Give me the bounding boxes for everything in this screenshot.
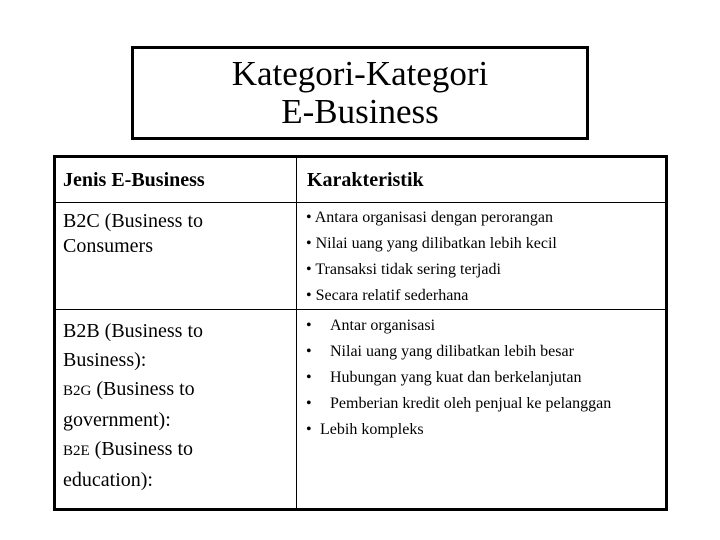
- header-karakteristik: Karakteristik: [297, 157, 667, 203]
- bullet-glyph: •: [306, 369, 312, 386]
- bullet-glyph: •: [306, 421, 312, 438]
- type-b2g-text: (Business to government):: [63, 378, 195, 431]
- list-item: [306, 365, 665, 391]
- list-item: [306, 313, 665, 339]
- list-item: • Antara organisasi dengan perorangan: [306, 209, 553, 226]
- b2b-type-labels: [63, 317, 263, 495]
- type-b2b-text: B2B (Business to Business):: [63, 320, 204, 371]
- list-item: [306, 391, 665, 417]
- list-item-text: Hubungan yang kuat dan berkelanjutan: [330, 369, 582, 386]
- type-b2e-text: (Business to education):: [63, 438, 194, 491]
- b2b-characteristics-list: [304, 313, 665, 443]
- slide-title-line-1: Kategori-Kategori: [231, 54, 489, 93]
- type-b2e: [63, 435, 263, 495]
- cell-b2c-characteristics: [297, 203, 667, 310]
- table-row-b2c: [55, 203, 667, 310]
- cell-b2c-type: [55, 203, 297, 310]
- type-b2g: [63, 375, 263, 435]
- header-jenis: Jenis E-Business: [55, 157, 297, 203]
- ebusiness-category-table: [53, 155, 668, 511]
- list-item-text: Nilai uang yang dilibatkan lebih besar: [330, 343, 574, 360]
- b2c-characteristics-list: [304, 205, 665, 309]
- bullet-glyph: •: [306, 343, 312, 360]
- type-b2g-prefix: B2G: [63, 383, 92, 399]
- list-item-text: Lebih kompleks: [320, 421, 424, 438]
- slide-title-line-2: E-Business: [281, 92, 439, 131]
- type-b2e-prefix: B2E: [63, 443, 90, 459]
- list-item: • Secara relatif sederhana: [306, 287, 469, 304]
- list-item: • Nilai uang yang dilibatkan lebih kecil: [306, 235, 557, 252]
- bullet-glyph: •: [306, 395, 312, 412]
- table-header-row: [55, 157, 667, 203]
- list-item: [306, 417, 665, 443]
- list-item-text: Pemberian kredit oleh penjual ke pelanggan: [330, 395, 612, 412]
- list-item-text: Antar organisasi: [330, 317, 436, 334]
- list-item: • Transaksi tidak sering terjadi: [306, 261, 501, 278]
- cell-b2b-types: [55, 310, 297, 510]
- bullet-glyph: •: [306, 317, 312, 334]
- table-row-b2b: [55, 310, 667, 510]
- type-b2b: [63, 317, 263, 375]
- slide-title-box: [131, 46, 589, 140]
- list-item: [306, 339, 665, 365]
- cell-b2b-characteristics: [297, 310, 667, 510]
- b2c-type-label: B2C (Business to Consumers: [63, 210, 204, 257]
